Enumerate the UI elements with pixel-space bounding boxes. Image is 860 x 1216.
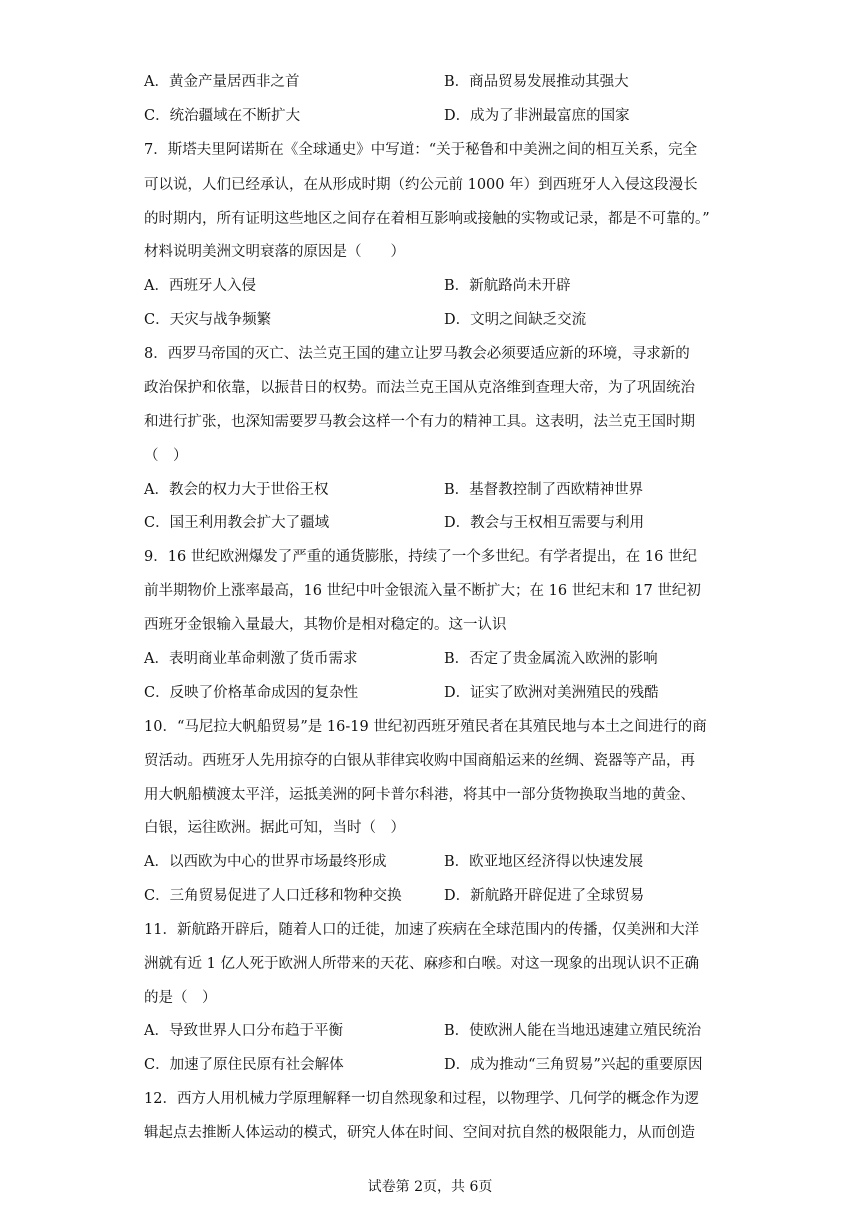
option-6d[interactable]: D．成为了非洲最富庶的国家 <box>444 108 630 124</box>
option-11b[interactable]: B．使欧洲人能在当地迅速建立殖民统治 <box>444 1023 702 1039</box>
option-8c[interactable]: C．国王利用教会扩大了疆域 <box>144 515 330 531</box>
q10-stem-line-2: 贸活动。西班牙人先用掠夺的白银从菲律宾收购中国商船运来的丝绸、瓷器等产品，再 <box>144 753 695 769</box>
q8-stem-line-3: 和进行扩张，也深知需要罗马教会这样一个有力的精神工具。这表明，法兰克王国时期 <box>144 414 695 430</box>
q7-stem-line-2: 可以说，人们已经承认，在从形成时期（约公元前 1000 年）到西班牙人入侵这段漫长 <box>144 177 698 193</box>
q10-stem-line-4: 白银，运往欧洲。据此可知，当时（ ） <box>144 820 405 836</box>
q8-stem-line-1: 8．西罗马帝国的灭亡、法兰克王国的建立让罗马教会必须要适应新的环境，寻求新的 <box>144 346 690 362</box>
q7-stem-line-1: 7．斯塔夫里阿诺斯在《全球通史》中写道：“关于秘鲁和中美洲之间的相互关系，完全 <box>144 142 698 158</box>
option-10d[interactable]: D．新航路开辟促进了全球贸易 <box>444 888 645 904</box>
option-10b[interactable]: B．欧亚地区经济得以快速发展 <box>444 854 644 870</box>
option-9a[interactable]: A．表明商业革命刺激了货币需求 <box>144 651 358 667</box>
option-6b[interactable]: B．商品贸易发展推动其强大 <box>444 74 629 90</box>
option-6a[interactable]: A．黄金产量居西非之首 <box>144 74 300 90</box>
q10-stem-line-3: 用大帆船横渡太平洋，运抵美洲的阿卡普尔科港，将其中一部分货物换取当地的黄金、 <box>144 787 695 803</box>
page-footer: 试卷第 2页，共 6页 <box>367 1179 493 1195</box>
option-8a[interactable]: A．教会的权力大于世俗王权 <box>144 482 329 498</box>
q8-stem-line-2: 政治保护和依靠，以振昔日的权势。而法兰克王国从克洛维到查理大帝，为了巩固统治 <box>144 380 695 396</box>
q11-stem-line-1: 11．新航路开辟后，随着人口的迁徙，加速了疾病在全球范围内的传播，仅美洲和大洋 <box>144 922 699 938</box>
option-11a[interactable]: A．导致世界人口分布趋于平衡 <box>144 1023 343 1039</box>
option-8d[interactable]: D．教会与王权相互需要与利用 <box>444 515 645 531</box>
q12-stem-line-1: 12．西方人用机械力学原理解释一切自然现象和过程，以物理学、几何学的概念作为逻 <box>144 1091 699 1107</box>
q9-stem-line-3: 西班牙金银输入量最大，其物价是相对稳定的。这一认识 <box>144 617 507 633</box>
q7-stem-line-4: 材料说明美洲文明衰落的原因是（ ） <box>144 244 405 260</box>
option-6c[interactable]: C．统治疆域在不断扩大 <box>144 108 301 124</box>
option-11d[interactable]: D．成为推动“三角贸易”兴起的重要原因 <box>444 1057 703 1073</box>
option-7b[interactable]: B．新航路尚未开辟 <box>444 278 571 294</box>
q9-stem-line-2: 前半期物价上涨率最高，16 世纪中叶金银流入量不断扩大；在 16 世纪末和 17 世纪初 <box>144 583 701 599</box>
q8-stem-line-4: （ ） <box>144 448 188 464</box>
option-9d[interactable]: D．证实了欧洲对美洲殖民的残酷 <box>444 685 659 701</box>
q10-stem-line-1: 10．“马尼拉大帆船贸易”是 16-19 世纪初西班牙殖民者在其殖民地与本土之间进行的商 <box>144 719 707 735</box>
option-10c[interactable]: C．三角贸易促进了人口迁移和物种交换 <box>144 888 402 904</box>
option-7a[interactable]: A．西班牙人入侵 <box>144 278 256 294</box>
option-8b[interactable]: B．基督教控制了西欧精神世界 <box>444 482 644 498</box>
option-11c[interactable]: C．加速了原住民原有社会解体 <box>144 1057 344 1073</box>
q11-stem-line-3: 的是（ ） <box>144 990 217 1006</box>
q12-stem-line-2: 辑起点去推断人体运动的模式，研究人体在时间、空间对抗自然的极限能力，从而创造 <box>144 1125 695 1141</box>
option-10a[interactable]: A．以西欧为中心的世界市场最终形成 <box>144 854 387 870</box>
q9-stem-line-1: 9．16 世纪欧洲爆发了严重的通货膨胀，持续了一个多世纪。有学者提出，在 16 世纪 <box>144 549 697 565</box>
q7-stem-line-3: 的时期内，所有证明这些地区之间存在着相互影响或接触的实物或记录，都是不可靠的。” <box>144 211 710 227</box>
option-9c[interactable]: C．反映了价格革命成因的复杂性 <box>144 685 359 701</box>
q11-stem-line-2: 洲就有近 1 亿人死于欧洲人所带来的天花、麻疹和白喉。对这一现象的出现认识不正确 <box>144 956 699 972</box>
option-9b[interactable]: B．否定了贵金属流入欧洲的影响 <box>444 651 658 667</box>
option-7c[interactable]: C．天灾与战争频繁 <box>144 312 272 328</box>
option-7d[interactable]: D．文明之间缺乏交流 <box>444 312 587 328</box>
